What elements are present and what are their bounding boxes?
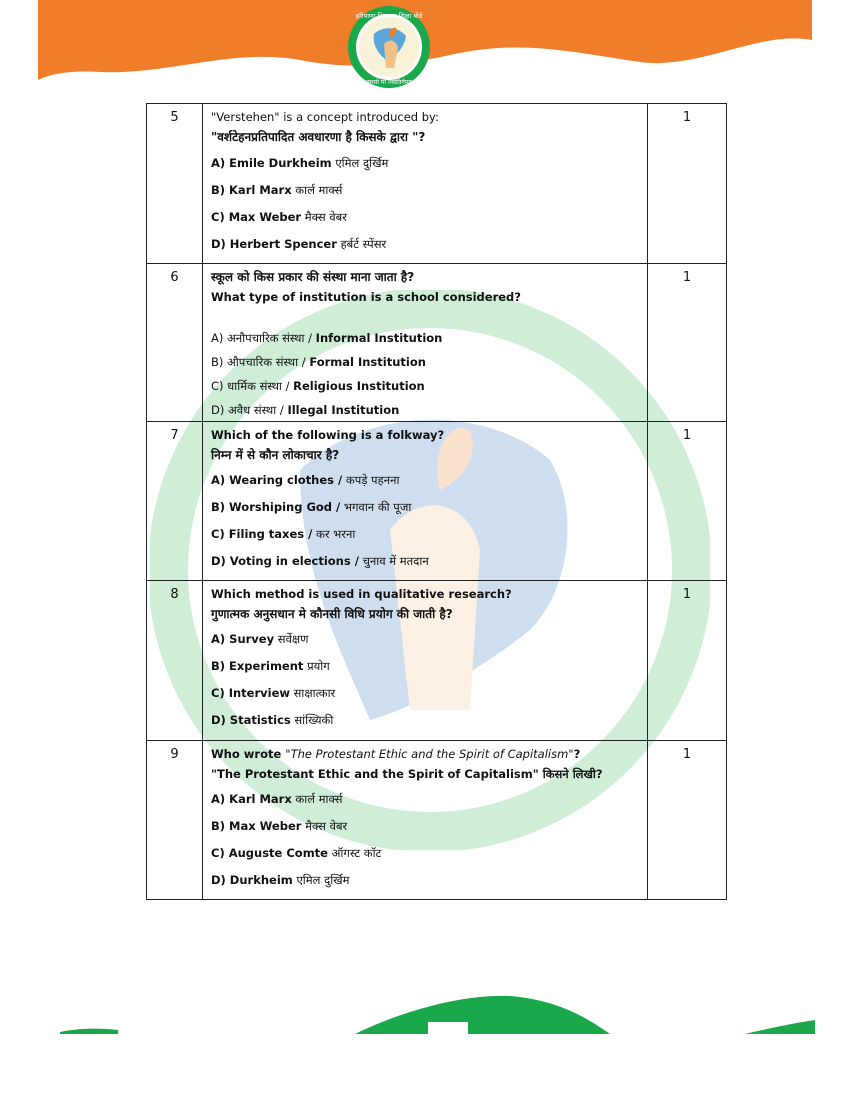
- question-number: 7: [147, 422, 203, 581]
- question-row: [147, 741, 727, 900]
- option: C) Interview साक्षात्कार: [211, 686, 336, 700]
- question-number: 5: [147, 104, 203, 264]
- question-number: 6: [147, 264, 203, 422]
- option: D) अवैध संस्था / Illegal Institution: [211, 403, 400, 417]
- option: A) Wearing clothes / कपड़े पहनना: [211, 473, 400, 487]
- question-text-en: Which method is used in qualitative research?: [211, 587, 512, 601]
- option: B) Worshiping God / भगवान की पूजा: [211, 500, 412, 514]
- question-marks: 1: [648, 581, 727, 741]
- question-text-en: Who wrote "The Protestant Ethic and the Spirit of Capitalism"?: [211, 747, 581, 761]
- question-text-hi: "The Protestant Ethic and the Spirit of Capitalism" किसने लिखी?: [211, 767, 603, 781]
- option: C) Filing taxes / कर भरना: [211, 527, 356, 541]
- question-number: 9: [147, 741, 203, 900]
- question-body: [203, 104, 648, 264]
- option: A) अनौपचारिक संस्था / Informal Institution: [211, 331, 443, 345]
- question-body: [203, 264, 648, 422]
- question-text-hi: निम्न में से कौन लोकाचार है?: [211, 448, 340, 462]
- logo-text-top: हरियाणा विद्यालय शिक्षा बोर्ड: [355, 12, 423, 20]
- question-marks: 1: [648, 264, 727, 422]
- option: C) धार्मिक संस्था / Religious Institution: [211, 379, 425, 393]
- question-text-en: What type of institution is a school considered?: [211, 290, 521, 304]
- question-marks: 1: [648, 741, 727, 900]
- question-row: [147, 104, 727, 264]
- option: C) Auguste Comte ऑगस्ट कॉट: [211, 846, 382, 860]
- question-text-hi: गुणात्मक अनुसधान मे कौनसी विधि प्रयोग की जाती है?: [211, 607, 453, 621]
- question-text-en: Which of the following is a folkway?: [211, 428, 445, 442]
- option: A) Karl Marx कार्ल मार्क्स: [211, 792, 343, 806]
- option: B) Karl Marx कार्ल मार्क्स: [211, 183, 343, 197]
- question-text-hi: "वर्शटेहनप्रतिपादित अवधारणा है किसके द्वारा "?: [211, 130, 426, 144]
- question-body: [203, 741, 648, 900]
- option: D) Voting in elections / चुनाव में मतदान: [211, 554, 429, 568]
- question-number: 8: [147, 581, 203, 741]
- logo-text-bottom: तमसो मा ज्योतिर्गमय: [366, 79, 412, 86]
- option: D) Durkheim एमिल दुर्खिम: [211, 873, 350, 887]
- question-row: [147, 422, 727, 581]
- footer-green-band: [0, 990, 850, 1100]
- option: B) औपचारिक संस्था / Formal Institution: [211, 355, 426, 369]
- question-row: [147, 581, 727, 741]
- question-body: [203, 581, 648, 741]
- option: D) Herbert Spencer हर्बर्ट स्पेंसर: [211, 237, 387, 251]
- question-table: [146, 103, 727, 900]
- question-marks: 1: [648, 422, 727, 581]
- question-text-hi: स्कूल को किस प्रकार की संस्था माना जाता है?: [211, 270, 415, 284]
- option: A) Survey सर्वेक्षण: [211, 632, 309, 646]
- question-body: [203, 422, 648, 581]
- option: B) Max Weber मैक्स वेबर: [211, 819, 348, 833]
- question-text-en: "Verstehen" is a concept introduced by:: [211, 110, 439, 124]
- option: B) Experiment प्रयोग: [211, 659, 330, 673]
- option: D) Statistics सांख्यिकी: [211, 713, 334, 727]
- option: A) Emile Durkheim एमिल दुर्खिम: [211, 156, 389, 170]
- question-marks: 1: [648, 104, 727, 264]
- option: C) Max Weber मैक्स वेबर: [211, 210, 347, 224]
- board-logo: [346, 4, 432, 90]
- question-row: [147, 264, 727, 422]
